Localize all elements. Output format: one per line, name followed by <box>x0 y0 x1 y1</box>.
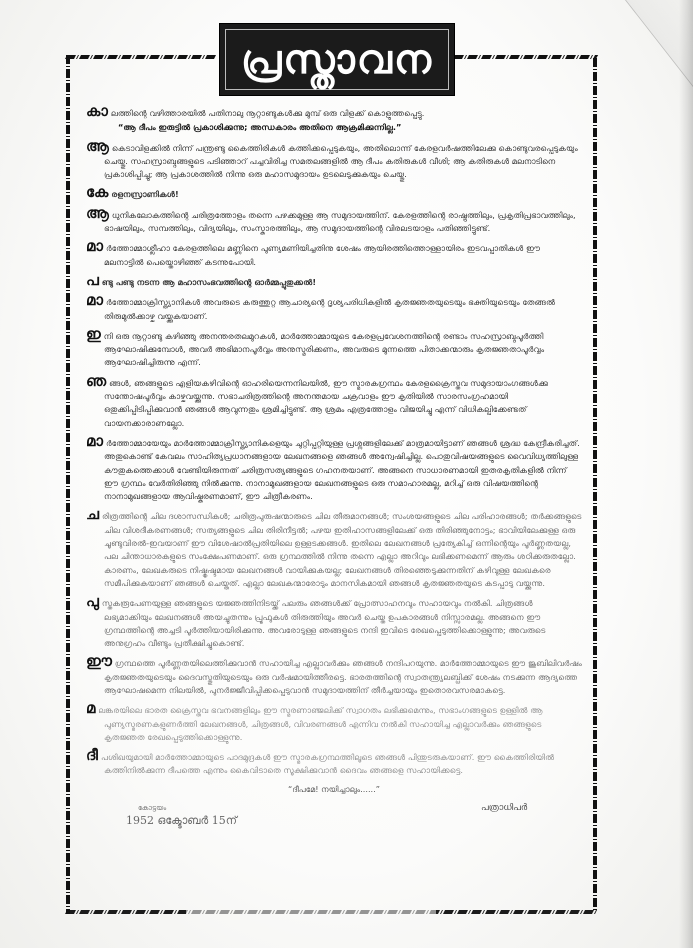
paragraph-8 <box>86 324 582 370</box>
dropcap: ഈ <box>86 652 112 671</box>
rope-border-right <box>593 58 597 910</box>
dropcap: ഞ <box>86 371 107 390</box>
dropcap: മാ <box>86 237 104 256</box>
paragraph-text: സ്തകരൂപേണയുള്ള ഞങ്ങളുടെ യജ്ഞത്തിനിടയ്ക്ക് പലരും ഞങ്ങൾക്ക് പ്രോത്സാഹനവും സഹായവും നൽകി. ചിത്രങ്ങൾ ലഭ്യമാക്കിയും ലേഖനങ്ങൾ അയച്ചുതന്നും പ്രൂഫുകൾ തിരുത്തിയും അവർ ചെയ്ത ഉപകാരങ്ങൾ നിസ്സാരമല്ല. അങ്ങനെ ഈ ഗ്രന്ഥത്തിന്റെ അച്ചടി പൂർത്തിയായിരിക്കുന്നു. അവരോടുള്ള ഞങ്ങളുടെ നന്ദി ഇവിടെ രേഖപ്പെടുത്തിക്കൊള്ളുന്നു; അവരുടെ അനുഗ്രഹം വീണ്ടും പ്രതീക്ഷിച്ചുകൊണ്ട്. <box>101 598 546 649</box>
dropcap: കാ <box>86 102 108 120</box>
paragraph-text: ണ്ടു പണ്ടു നടന്ന ആ മഹാസംഭവത്തിന്റെ ഓർമ്മപ്പുതുക്കൽ! <box>101 276 317 287</box>
dropcap: ആ <box>86 203 109 222</box>
quote-text: “ആ ദീപം ഇരുട്ടിൽ പ്രകാശിക്കുന്നു; അന്ധകാരം അതിനെ ആക്രമിക്കുന്നില്ല.” <box>118 122 402 133</box>
closing-line: “ദീപമേ! നയിച്ചാലും......” <box>287 783 380 794</box>
paragraph-text: ധുനികലോകത്തിന്റെ ചരിത്രത്തോളം തന്നെ പഴക്കമുള്ള ആ സമുദായത്തിന്. കേരളത്തിന്റെ രാഷ്ട്രത്തിലും, പ്രകൃതിപ്രഭാവത്തിലും, ഭാഷയിലും, സമ്പത്തിലും, വിദ്യയിലും, സംസ്കാരത്തിലും, ആ സമുദായത്തിന്റെ വിരലടയാളം പതിഞ്ഞിട്ടുണ്ട്. <box>104 209 576 234</box>
opening-quote <box>86 121 582 134</box>
dropcap: ആ <box>86 136 109 155</box>
paragraph-10 <box>86 431 582 503</box>
paragraph-text: ലങ്കരയിലെ ഭാരത ക്രൈസ്തവ ഭവനങ്ങളിലും ഈ സ്മരണാഞ്ജലിക്ക് സ്വാഗതം ലഭിക്കുമെന്നും, സഭാംഗങ്ങളുടെ ഉള്ളിൽ ആ പുണ്യസ്മരണകളുണർത്തി ലേഖനങ്ങൾ, ചിത്രങ്ങൾ, വിവരണങ്ങൾ എന്നിവ നൽകി സഹായിച്ച എല്ലാവർക്കും ഞങ്ങളുടെ കൃതജ്ഞത രേഖപ്പെടുത്തിക്കൊള്ളുന്നു. <box>98 705 543 742</box>
paragraph-5 <box>86 237 582 269</box>
paragraph-text: രിത്രത്തിന്റെ ചില ദശാസന്ധികൾ; ചരിത്രപുരുഷന്മാരുടെ ചില തീരുമാനങ്ങൾ; സംശയങ്ങളുടെ ചില പരിഹാരങ്ങൾ; തർക്കങ്ങളുടെ ചില വിശദീകരണങ്ങൾ; സത്യങ്ങളുടെ ചില തിരിനീട്ടൽ; പഴയ ഇതിഹാസങ്ങളിലേക്ക് ഒരു തിരിഞ്ഞുനോട്ടം; ഭാവിയിലേക്കുള്ള ഒരു ചൂണ്ടുവിരൽ-ഇവയാണ് ഈ വിശേഷാൽപ്രതിയിലെ ഉള്ളടക്കങ്ങൾ. ഇതിലെ ലേഖനങ്ങൾ പ്രത്യേകിച്ച് ഒന്നിന്റെയും പൂർണ്ണതയല്ല, പല ചിന്താധാരകളുടെ സംക്ഷേപണമാണ്. ഒരു ഗ്രന്ഥത്തിൽ നിന്നു തന്നെ എല്ലാ അറിവും ലഭിക്കണമെന്ന് ആരും ശഠിക്കരുതല്ലോ. കാരണം, ലേഖകരുടെ നിഷ്കൃഷ്ടമായ ലേഖനങ്ങൾ വായിക്കുകയല്ല; ലേഖനങ്ങൾ തിരഞ്ഞെടുക്കുന്നതിന് കഴിവുള്ള ലേഖകരെ സമീപിക്കുകയാണ് ഞങ്ങൾ ചെയ്തത്. എല്ലാ ലേഖകന്മാരോടും മാനസികമായി ഞങ്ങൾ കൃതജ്ഞതയുടെ കടപ്പാടു വയ്ക്കുന്നു. <box>101 511 582 588</box>
dropcap: ദീ <box>86 746 98 765</box>
paragraph-text: കെടാവിളക്കിൽ നിന്ന് പന്ത്രണ്ടു കൈത്തിരികൾ കത്തിക്കപ്പെടുകയും, അതിലൊന്ന് കേരളവർഷത്തിലേക്കു കൊണ്ടുവരപ്പെടുകയും ചെയ്തു. സഹസ്രാബ്ദങ്ങളുടെ പടിഞ്ഞാറ് പച്ചവിരിച്ച സമതലങ്ങളിൽ ആ ദീപം കതിരുകൾ വീശി; ആ കതിരുകൾ മലനാടിനെ പ്രകാശിപ്പിച്ചു; ആ പ്രകാശത്തിൽ നിന്നു ഒരു മഹാസമുദായം ഉടലെടുക്കുകയും ചെയ്തു. <box>104 142 578 180</box>
rope-border-top-left <box>65 55 217 59</box>
paragraph-text: ർത്തോമ്മായേയും മാർത്തോമ്മാക്രിസ്ത്യാനികളെയും ചുറ്റിപ്പറ്റിയുള്ള പ്രശ്നങ്ങളിലേക്ക് മാത്രമായിട്ടാണ് ഞങ്ങൾ ശ്രദ്ധ കേന്ദ്രീകരിച്ചത്. അതുകൊണ്ട് കേവലം സാഹിത്യപ്രധാനങ്ങളായ ലേഖനങ്ങളെ ഞങ്ങൾ അന്വേഷിച്ചില്ല. പൊതുവിഷയങ്ങളുടെ വൈവിധ്യത്തിലുള്ള കൗതുകത്തെക്കാൾ വേണ്ടിയിരുന്നത് ചരിത്രസത്യങ്ങളുടെ ഗഹനതയാണ്. അങ്ങനെ സാധാരണമായി ഇതരകൃതികളിൽ നിന്ന് ഈ ഗ്രന്ഥം വേർതിരിഞ്ഞു നിൽക്കുന്നു. നാനാമുഖങ്ങളായ ലേഖനങ്ങളുടെ ഒരു സമാഹാരമല്ല, മറിച്ച് ഒരു വിഷയത്തിന്റെ നാനാമുഖങ്ങളായ ആവിഷ്കരണമാണ്, ഈ ചിത്രീകരണം. <box>104 437 580 502</box>
place-name: കോട്ടയം <box>138 804 167 813</box>
title-plate-inner-frame <box>225 29 449 90</box>
paragraph-3 <box>86 183 582 202</box>
paragraph-14 <box>86 699 582 744</box>
page-title: പ്രസ്താവന <box>240 36 434 83</box>
dropcap: പു <box>86 592 99 611</box>
dropcap: മാ <box>86 291 104 310</box>
paragraph-12 <box>86 592 582 650</box>
paragraph-text: നി ഒരു നൂറ്റാണ്ടു കഴിഞ്ഞു അനന്തരതലമുറകൾ, മാർത്തോമ്മായുടെ കേരളപ്രവേശനത്തിന്റെ രണ്ടാം സഹസ്രാബ്ദപൂർത്തി ആഘോഷിക്കുമ്പോൾ, അവർ അഭിമാനപൂർവ്വം അനുസ്മരിക്കണം, അവരുടെ മുന്നത്തെ പിതാക്കന്മാരും കൃതജ്ഞതാപൂർവ്വം ആഘോഷിച്ചിരുന്നു എന്ന്. <box>103 330 545 368</box>
rope-border-top-right <box>453 55 598 59</box>
dropcap: മാ <box>86 431 104 450</box>
dropcap: കേ <box>86 183 109 202</box>
dropcap: ച <box>86 505 99 524</box>
paragraph-text: ഗ്രന്ഥത്തെ പൂർണ്ണതയിലെത്തിക്കുവാൻ സഹായിച്ച എല്ലാവർക്കും ഞങ്ങൾ നന്ദിപറയുന്നു. മാർത്തോമ്മായുടെ ഈ ജൂബിലിവർഷം കൃതജ്ഞതയുടെയും ദൈവസ്തുതിയുടെയും ഒരു വർഷമായിത്തീരട്ടെ. ഭാരതത്തിന്റെ സ്വാതന്ത്ര്യലബ്ധിക്ക് ശേഷം നടക്കുന്ന ആദ്യത്തെ ആഘോഷമെന്ന നിലയിൽ, പുനർജ്ജീവിപ്പിക്കപ്പെടുവാൻ സമുദായത്തിന് തീർച്ചയായും ഇതൊരവസരമാകട്ടെ. <box>104 658 582 695</box>
paragraph-1 <box>86 102 582 120</box>
paragraph-9 <box>86 371 582 430</box>
dropcap: മ <box>86 699 96 718</box>
rope-border-faded-section <box>186 910 436 914</box>
dropcap: പ <box>86 270 99 289</box>
paragraph-15 <box>86 746 582 778</box>
rope-border-left <box>66 55 70 914</box>
paragraph-7 <box>86 291 582 323</box>
date: 1952 ഒക്ടോബർ 15ന് <box>126 814 237 828</box>
paragraph-text: ങ്ങൾ, ഞങ്ങളുടെ എളിയകഴിവിന്റെ ഓഹരിയെന്നനിലയിൽ, ഈ സ്മാരകഗ്രന്ഥം കേരളക്രൈസ്തവ സമുദായാംഗങ്ങൾക്കു സന്തോഷപൂർവ്വം കാഴ്ചവയ്ക്കുന്നു. സഭാചരിത്രത്തിന്റെ അനന്തമായ ചക്രവാളം ഈ കൃതിയിൽ സാരസംഗ്രഹമായി ഒതുക്കിപ്പിടിപ്പിക്കുവാൻ ഞങ്ങൾ ആവുന്നതും ശ്രമിച്ചിട്ടുണ്ട്. ആ ശ്രമം എത്രത്തോളം വിജയിച്ചു എന്ന് വിധികല്പിക്കേണ്ടത് വായനക്കാരാണല്ലോ. <box>104 377 548 428</box>
page-edge-shadow <box>679 0 693 948</box>
dropcap: ഇ <box>86 324 101 343</box>
paragraph-11 <box>86 505 582 590</box>
title-plate <box>219 23 455 96</box>
editor-signature: പത്രാധിപർ <box>481 803 528 814</box>
paragraph-text: രളനസ്രാണികൾ! <box>111 189 179 200</box>
paragraph-2 <box>86 136 582 182</box>
paragraph-13 <box>86 652 582 697</box>
paragraph-4 <box>86 203 582 236</box>
paragraph-text: ലത്തിന്റെ വഴിത്താരയിൽ പതിനാലു നൂറ്റാണ്ടുകൾക്കു മുമ്പ് ഒരു വിളക്ക് കൊളുത്തപ്പെട്ടു. <box>110 108 425 118</box>
paragraph-text: പശിഖയുമായി മാർത്തോമ്മായുടെ പാദമുദ്രകൾ ഈ സ്മാരകഗ്രന്ഥത്തിലൂടെ ഞങ്ങൾ പിന്തുടരുകയാണ്. ഈ കൈത്തിരിയിൽ കത്തിനിൽക്കുന്ന ദീപത്തെ എന്നും കൈവിടാതെ സൂക്ഷിക്കുവാൻ ദൈവം ഞങ്ങളെ സഹായിക്കട്ടെ. <box>100 752 555 776</box>
paragraph-text: ർത്തോമ്മാക്രിസ്ത്യാനികൾ അവരുടെ കരുത്തുറ്റ ആചാര്യന്റെ ദൃശ്യപരിധികളിൽ കൃതജ്ഞതയുടെയും ഭക്തിയുടെയും തേങ്ങൽ തിരുമുൽക്കാഴ്ച വയ്ക്കുകയാണ്. <box>104 297 556 321</box>
paragraph-6 <box>86 270 582 289</box>
signature-block <box>86 798 582 838</box>
paragraph-text: ർത്തോമ്മാശ്ലീഹാ കേരളത്തിലെ മണ്ണിനെ പുണ്യമണിയിച്ചതിനു ശേഷം ആയിരത്തിത്തൊള്ളായിരം ഇടവപ്പാതികൾ ഈ മലനാട്ടിൽ പെയ്തൊഴിഞ്ഞ് കടന്നുപോയി. <box>104 243 541 267</box>
preface-body <box>86 102 582 838</box>
